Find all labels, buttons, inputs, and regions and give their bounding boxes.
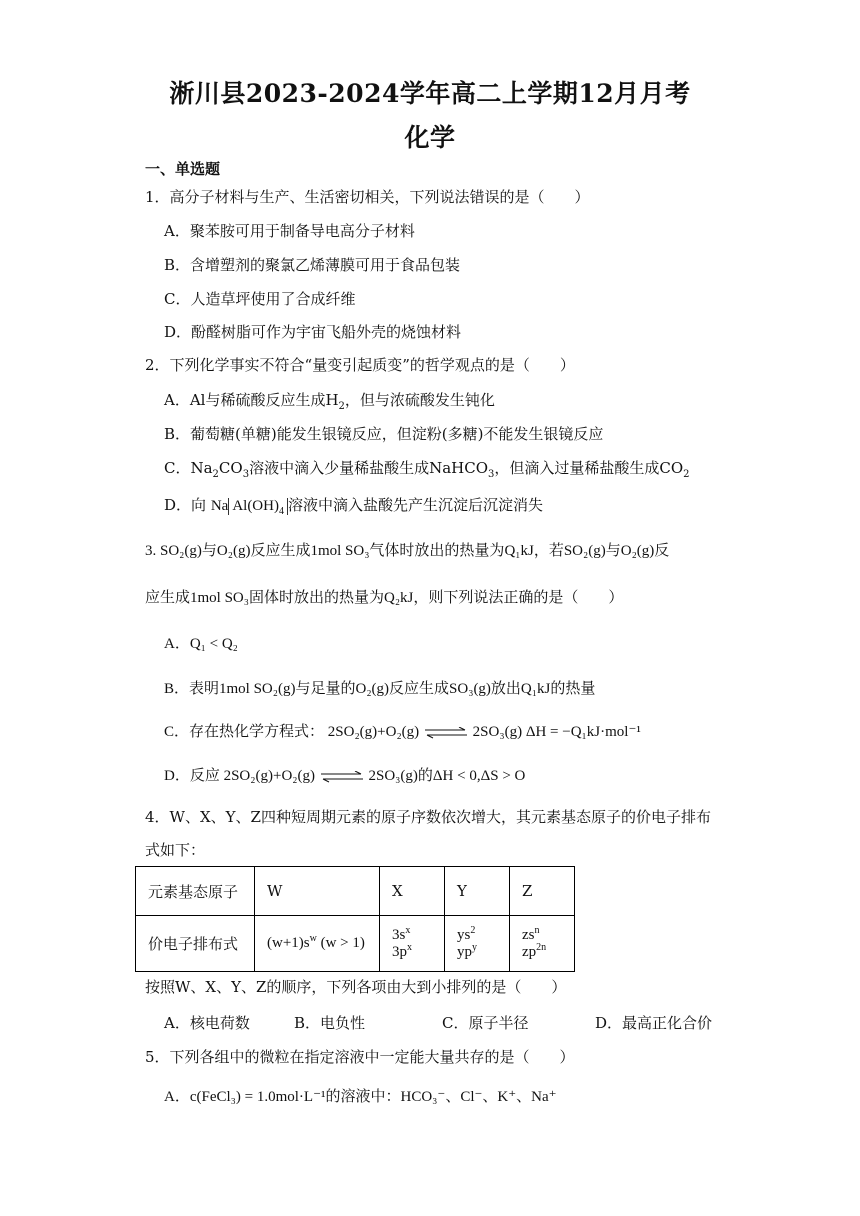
table-cell: Z <box>510 867 575 916</box>
table-cell-z: $zs^n$ $zp^{2n}$ <box>510 916 575 972</box>
subject-title: 化学 <box>404 123 456 152</box>
table-cell-w: $(w+1)s^w$ (w > 1) <box>255 916 380 972</box>
table-cell: 元素基态原子 <box>136 867 255 916</box>
table-cell: W <box>255 867 380 916</box>
q2-stem: 2．下列化学事实不符合“量变引起质变”的哲学观点的是（ ） <box>145 356 575 374</box>
section-heading: 一、单选题 <box>145 160 221 178</box>
q4-option-b: B．电负性 <box>294 1014 366 1032</box>
table-row <box>136 867 575 916</box>
q2-option-d: D．向 Na $Al(OH)_4$ 溶液中滴入盐酸先产生沉淀后沉淀消失 <box>164 496 543 517</box>
q3-stem-line1: 3. SO₂(g)与O₂(g)反应生成1mol SO₃气体时放出的热量为Q₁kJ，若SO₂(g)与O₂(g)反 <box>145 543 670 559</box>
q1-stem: 1．高分子材料与生产、生活密切相关，下列说法错误的是（ ） <box>145 188 590 206</box>
q5-option-a: A．c(FeCl₃) = 1.0mol·L⁻¹的溶液中：HCO₃⁻、Cl⁻、K⁺、Na⁺ <box>164 1089 557 1105</box>
q3-option-a: A．Q₁ < Q₂ <box>164 636 238 652</box>
equilibrium-arrow-icon <box>321 771 363 783</box>
q1-option-d: D．酚醛树脂可作为宇宙飞船外壳的烧蚀材料 <box>164 323 462 341</box>
q1-option-c: C．人造草坪使用了合成纤维 <box>164 290 356 308</box>
q4-option-d: D．最高正化合价 <box>595 1014 713 1032</box>
q3-option-d: D．反应 2SO₂(g)+O₂(g) 2SO₃(g)的ΔH < 0,ΔS > O <box>164 768 526 784</box>
q1-option-b: B．含增塑剂的聚氯乙烯薄膜可用于食品包装 <box>164 256 461 274</box>
q5-stem: 5．下列各组中的微粒在指定溶液中一定能大量共存的是（ ） <box>145 1048 575 1066</box>
equilibrium-arrow-icon <box>425 727 467 739</box>
table-cell: Y <box>445 867 510 916</box>
q2-option-c: C．$Na_2CO_3$溶液中滴入少量稀盐酸生成NaHCO$_3$，但滴入过量稀盐酸生成$CO_2$ <box>164 459 690 480</box>
q4-after-table: 按照W、X、Y、Z的顺序，下列各项由大到小排列的是（ ） <box>145 978 567 996</box>
q4-stem-line2: 式如下： <box>145 841 206 859</box>
q1-option-a: A．聚苯胺可用于制备导电高分子材料 <box>164 222 415 240</box>
q4-option-a: A．核电荷数 <box>164 1014 250 1032</box>
table-cell: X <box>380 867 445 916</box>
q4-stem-line1: 4．W、X、Y、Z四种短周期元素的原子序数依次增大，其元素基态原子的价电子排布 <box>145 808 711 826</box>
q2-option-a: A．Al与稀硫酸反应生成$H_2$，但与浓硫酸发生钝化 <box>164 391 495 412</box>
exam-title: 淅川县2023-2024学年高二上学期12月月考 <box>169 79 691 108</box>
q3-stem-line2: 应生成1mol SO₃固体时放出的热量为Q₂kJ，则下列说法正确的是（ ） <box>145 590 624 606</box>
table-cell: 价电子排布式 <box>136 916 255 972</box>
q3-option-b: B．表明1mol SO₂(g)与足量的O₂(g)反应生成SO₃(g)放出Q₁kJ的热量 <box>164 681 596 697</box>
q3-option-c: C．存在热化学方程式： 2SO₂(g)+O₂(g) 2SO₃(g) ΔH = −Q₁kJ·mol⁻¹ <box>164 724 641 740</box>
q4-option-c: C．原子半径 <box>442 1014 529 1032</box>
q2-option-b: B．葡萄糖(单糖)能发生银镜反应，但淀粉(多糖)不能发生银镜反应 <box>164 425 604 443</box>
table-cell-x: $3s^x$ $3p^x$ <box>380 916 445 972</box>
table-cell-y: $ys^2$ $yp^y$ <box>445 916 510 972</box>
table-row <box>136 916 575 972</box>
electron-config-table <box>135 866 575 972</box>
